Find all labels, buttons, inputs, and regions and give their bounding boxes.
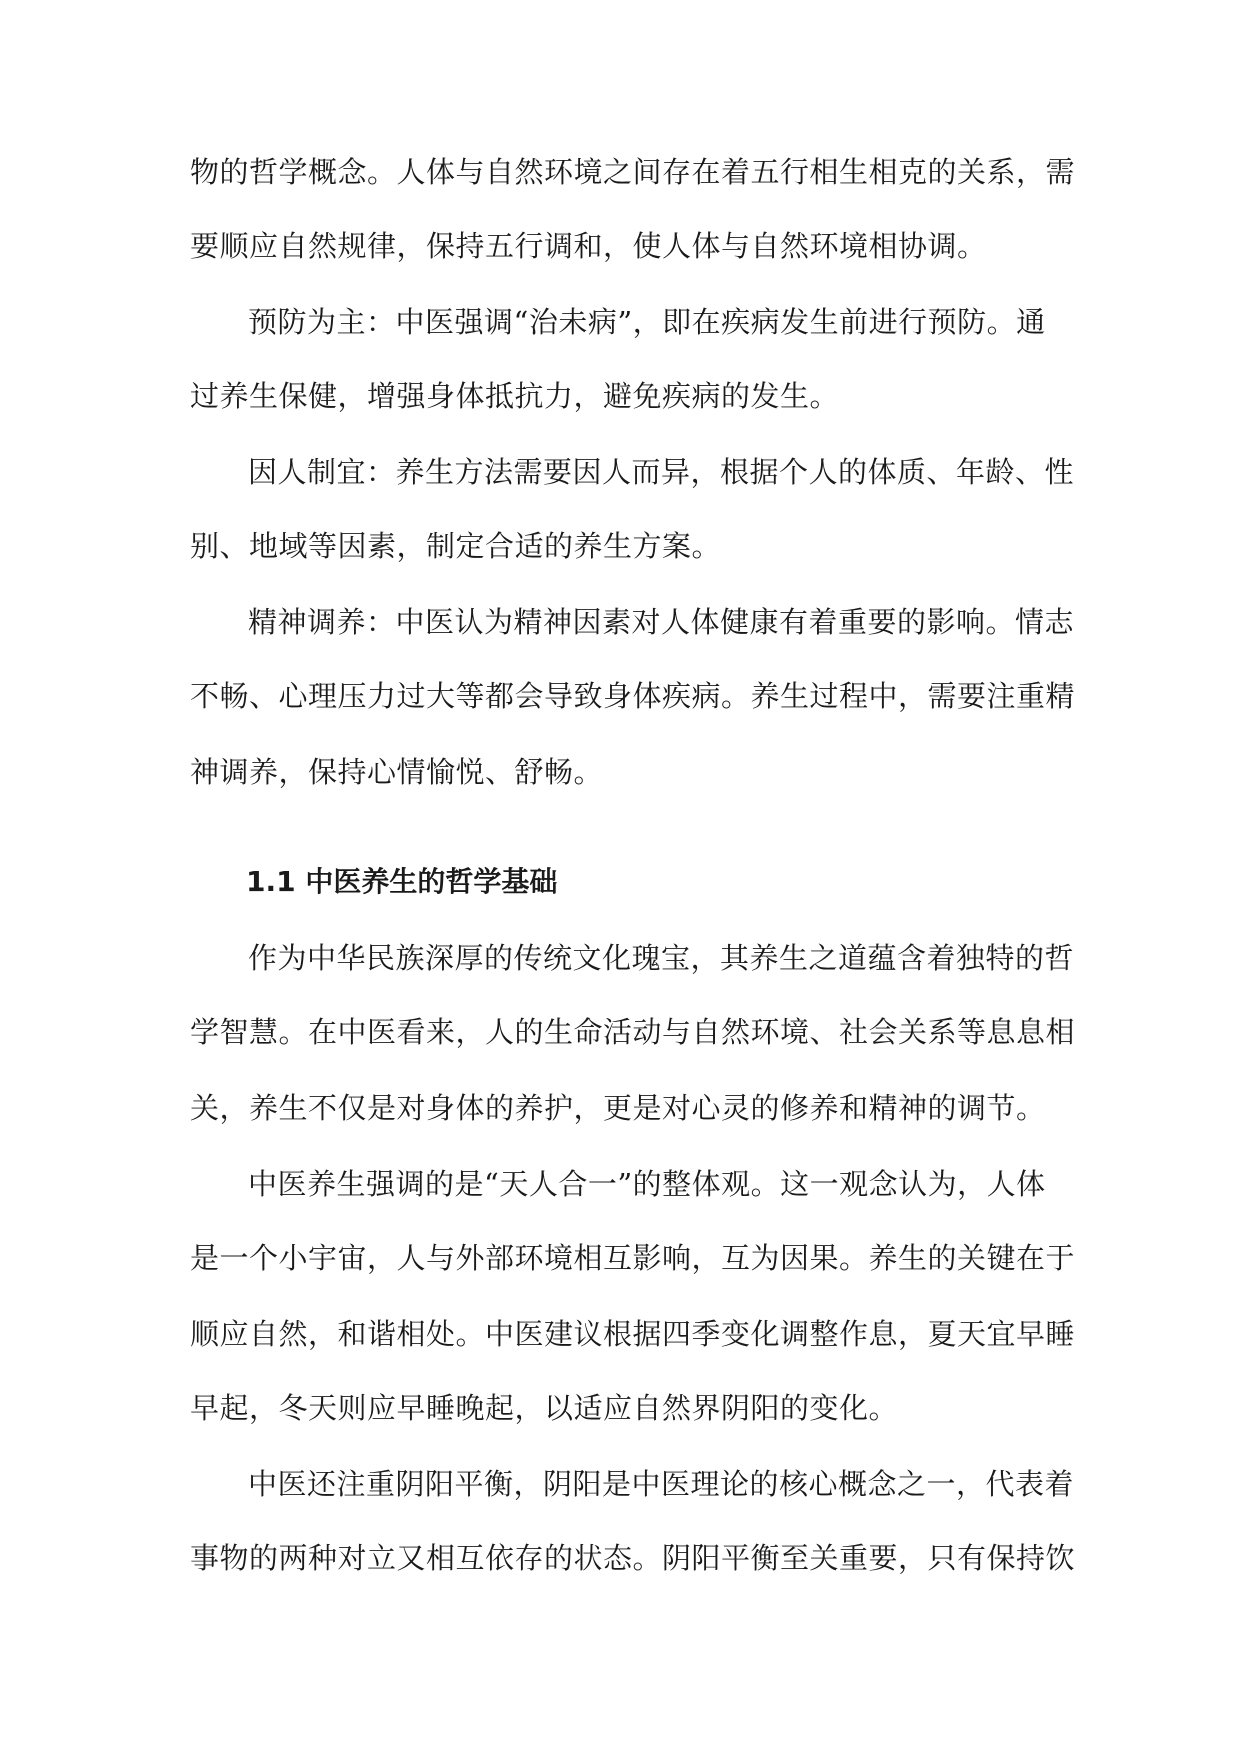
text-line: 别、地域等因素，制定合适的养生方案。: [190, 529, 722, 563]
text-line: 物的哲学概念。人体与自然环境之间存在着五行相生相克的关系，需: [190, 155, 1076, 189]
paragraph-start-line: 精神调养：中医认为精神因素对人体健康有着重要的影响。情志: [248, 605, 1075, 639]
paragraph-start-line: 中医养生强调的是“天人合一”的整体观。这一观念认为，人体: [248, 1167, 1046, 1201]
text-line: 不畅、心理压力过大等都会导致身体疾病。养生过程中，需要注重精: [190, 679, 1076, 713]
text-line: 神调养，保持心情愉悦、舒畅。: [190, 755, 604, 789]
text-line: 学智慧。在中医看来，人的生命活动与自然环境、社会关系等息息相: [190, 1015, 1076, 1049]
text-line: 早起，冬天则应早睡晚起，以适应自然界阴阳的变化。: [190, 1391, 899, 1425]
text-line: 是一个小宇宙，人与外部环境相互影响，互为因果。养生的关键在于: [190, 1241, 1076, 1275]
text-line: 关，养生不仅是对身体的养护，更是对心灵的修养和精神的调节。: [190, 1091, 1046, 1125]
paragraph-start-line: 作为中华民族深厚的传统文化瑰宝，其养生之道蕴含着独特的哲: [248, 941, 1075, 975]
paragraph-start-line: 中医还注重阴阳平衡，阴阳是中医理论的核心概念之一，代表着: [248, 1467, 1075, 1501]
section-heading: 1.1 中医养生的哲学基础: [246, 865, 558, 898]
text-line: 事物的两种对立又相互依存的状态。阴阳平衡至关重要，只有保持饮: [190, 1541, 1076, 1575]
text-line: 过养生保健，增强身体抵抗力，避免疾病的发生。: [190, 379, 840, 413]
text-line: 顺应自然，和谐相处。中医建议根据四季变化调整作息，夏天宜早睡: [190, 1317, 1076, 1351]
paragraph-start-line: 因人制宜：养生方法需要因人而异，根据个人的体质、年龄、性: [248, 455, 1075, 489]
text-line: 要顺应自然规律，保持五行调和，使人体与自然环境相协调。: [190, 229, 987, 263]
paragraph-start-line: 预防为主：中医强调“治未病”，即在疾病发生前进行预防。通: [248, 305, 1046, 339]
